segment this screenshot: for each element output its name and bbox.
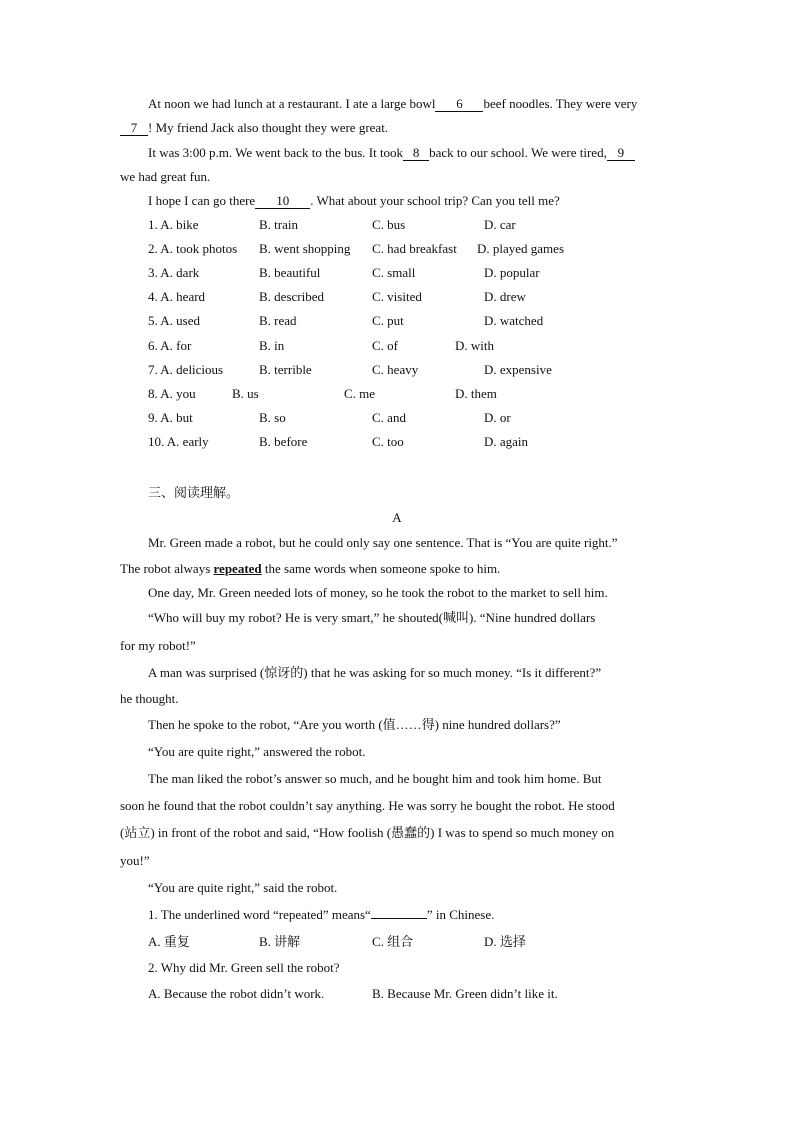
cloze-line-3: [148, 145, 635, 161]
passage-line: Mr. Green made a robot, but he could only say one sentence. That is “You are quite right.”: [148, 535, 618, 550]
passage-line: “You are quite right,” said the robot.: [148, 880, 338, 895]
option-d: D. expensive: [484, 362, 552, 377]
option-c: C. too: [372, 434, 404, 449]
option-b: B. us: [232, 386, 259, 401]
cloze-text: At noon we had lunch at a restaurant. I ate a large bowl: [148, 96, 436, 111]
option-d: D. watched: [484, 313, 544, 328]
passage-line: you!”: [120, 853, 150, 868]
option-b: B. went shopping: [259, 241, 351, 256]
passage-line: One day, Mr. Green needed lots of money, so he took the robot to the market to sell him.: [148, 585, 608, 600]
passage-line: Then he spoke to the robot, “Are you worth (值……得) nine hundred dollars?”: [148, 717, 561, 732]
q1-option-d: D. 选择: [484, 934, 526, 949]
passage-line: for my robot!”: [120, 638, 196, 653]
passage-label: A: [392, 510, 402, 525]
cloze-line-4: [120, 169, 210, 185]
blank-6: 6: [435, 97, 483, 112]
option-b: B. so: [259, 410, 286, 425]
q1-option-b: B. 讲解: [259, 934, 301, 949]
option-d: D. car: [484, 217, 516, 232]
passage-line: (站立) in front of the robot and said, “How foolish (愚蠢的) I was to spend so much money on: [120, 825, 615, 840]
option-c: C. heavy: [372, 362, 419, 377]
passage-line: “You are quite right,” answered the robot.: [148, 744, 366, 759]
option-d: D. or: [484, 410, 511, 425]
q1-option-a: A. 重复: [148, 934, 190, 949]
option-c: C. of: [372, 338, 398, 353]
option-b: B. described: [259, 289, 324, 304]
cloze-text: we had great fun.: [120, 169, 211, 184]
question-2: 2. Why did Mr. Green sell the robot?: [148, 960, 340, 975]
option-a: 8. A. you: [148, 386, 196, 401]
cloze-text: beef noodles. They were very: [483, 96, 638, 111]
question-text: ” in Chinese.: [426, 907, 495, 922]
blank-8: 8: [403, 146, 429, 161]
cloze-text: . What about your school trip? Can you tell me?: [310, 193, 560, 208]
option-b: B. before: [259, 434, 308, 449]
underlined-word: repeated: [213, 561, 262, 576]
q1-option-c: C. 组合: [372, 934, 414, 949]
option-b: B. beautiful: [259, 265, 321, 280]
option-b: B. in: [259, 338, 285, 353]
option-d: D. played games: [477, 241, 565, 256]
passage-text: the same words when someone spoke to him.: [261, 561, 501, 576]
cloze-text: I hope I can go there: [148, 193, 256, 208]
cloze-text: ! My friend Jack also thought they were great.: [148, 120, 389, 135]
option-c: C. had breakfast: [372, 241, 457, 256]
q2-option-b: B. Because Mr. Green didn’t like it.: [372, 986, 558, 1001]
passage-line: The man liked the robot’s answer so much, and he bought him and took him home. But: [148, 771, 602, 786]
blank-7: 7: [120, 121, 148, 136]
passage-text: The robot always: [120, 561, 214, 576]
option-b: B. terrible: [259, 362, 312, 377]
q2-option-a: A. Because the robot didn’t work.: [148, 986, 325, 1001]
passage-line: he thought.: [120, 691, 179, 706]
passage-line: soon he found that the robot couldn’t say anything. He was sorry he bought the robot. He stood: [120, 798, 615, 813]
option-b: B. read: [259, 313, 297, 328]
option-a: 1. A. bike: [148, 217, 199, 232]
option-d: D. with: [455, 338, 494, 353]
cloze-line-5: [148, 193, 560, 209]
option-d: D. drew: [484, 289, 526, 304]
section-heading: 三、阅读理解。: [148, 485, 240, 500]
option-c: C. small: [372, 265, 416, 280]
cloze-line-1: [148, 96, 637, 112]
blank-9: 9: [607, 146, 635, 161]
option-a: 2. A. took photos: [148, 241, 238, 256]
option-a: 7. A. delicious: [148, 362, 224, 377]
option-c: C. bus: [372, 217, 406, 232]
option-c: C. me: [344, 386, 376, 401]
option-a: 6. A. for: [148, 338, 192, 353]
answer-blank: [371, 918, 427, 919]
passage-line: A man was surprised (惊讶的) that he was asking for so much money. “Is it different?”: [148, 665, 602, 680]
option-c: C. visited: [372, 289, 422, 304]
option-b: B. train: [259, 217, 298, 232]
blank-10: 10: [255, 194, 310, 209]
passage-line: “Who will buy my robot? He is very smart,” he shouted(喊叫). “Nine hundred dollars: [148, 610, 596, 625]
option-d: D. them: [455, 386, 497, 401]
question-text: 1. The underlined word “repeated” means“: [148, 907, 371, 922]
cloze-text: It was 3:00 p.m. We went back to the bus. It took: [148, 145, 404, 160]
passage-line: [120, 561, 500, 577]
option-a: 10. A. early: [148, 434, 209, 449]
cloze-line-2: [120, 120, 388, 136]
option-d: D. popular: [484, 265, 540, 280]
option-c: C. and: [372, 410, 406, 425]
option-a: 9. A. but: [148, 410, 193, 425]
option-a: 3. A. dark: [148, 265, 200, 280]
option-d: D. again: [484, 434, 529, 449]
cloze-text: back to our school. We were tired,: [429, 145, 607, 160]
question-1: [148, 907, 494, 923]
option-a: 5. A. used: [148, 313, 200, 328]
option-c: C. put: [372, 313, 404, 328]
option-a: 4. A. heard: [148, 289, 206, 304]
